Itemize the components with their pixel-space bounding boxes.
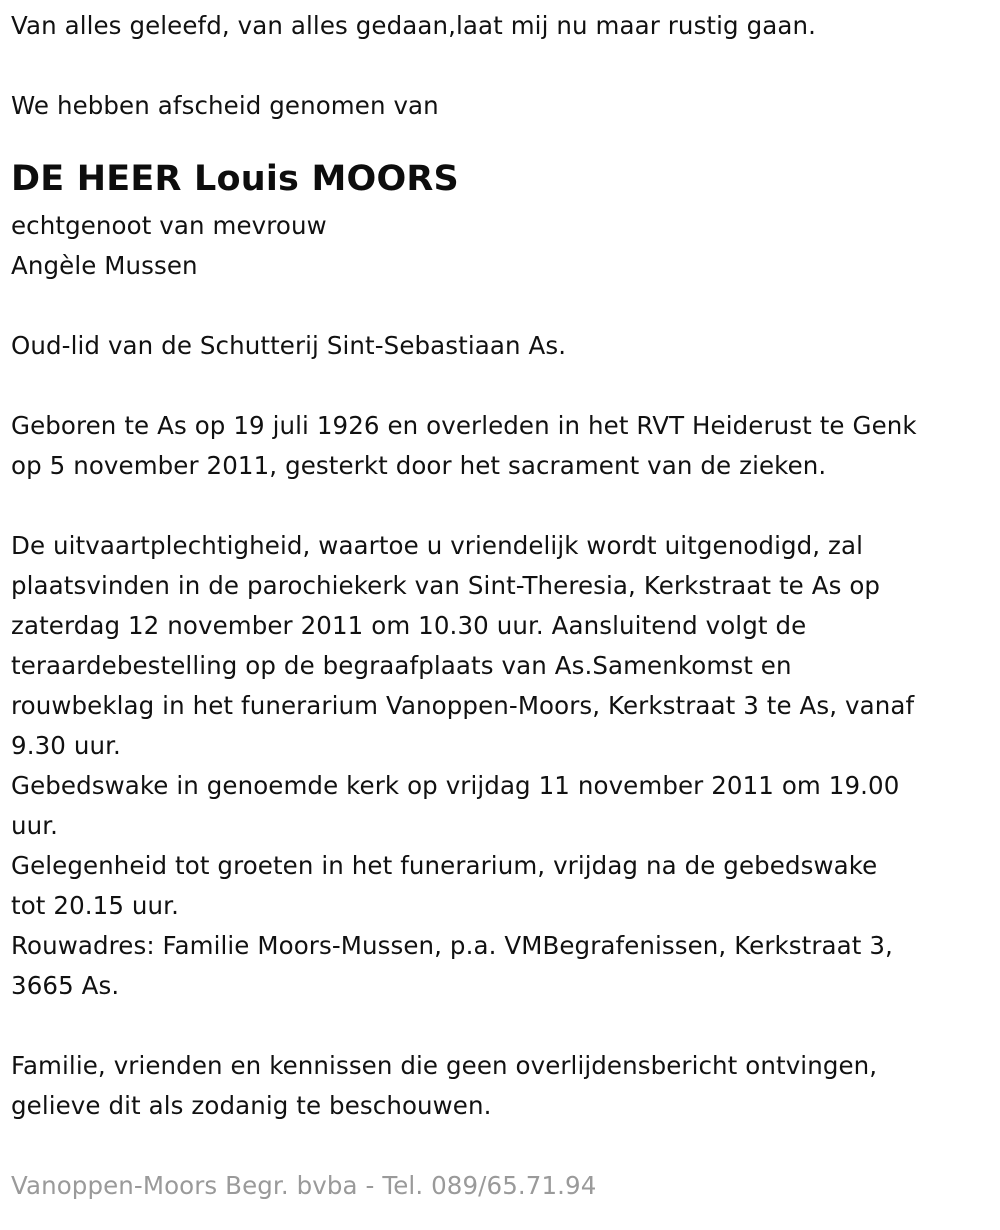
paragraph-line: gelieve dit als zodanig te beschouwen.	[11, 1091, 492, 1120]
spacer	[11, 486, 996, 526]
spouse-line-2: Angèle Mussen	[11, 251, 198, 280]
spacer	[11, 366, 996, 406]
membership-line: Oud-lid van de Schutterij Sint-Sebastiaan As.	[11, 331, 567, 360]
paragraph-line: uur.	[11, 811, 59, 840]
spacer	[11, 1006, 996, 1046]
spouse-line-1: echtgenoot van mevrouw	[11, 211, 327, 240]
opening-quote: Van alles geleefd, van alles gedaan,laat mij nu maar rustig gaan.	[11, 11, 816, 40]
paragraph-line: plaatsvinden in de parochiekerk van Sint-Theresia, Kerkstraat te As op	[11, 571, 881, 600]
closing-paragraph	[11, 1046, 996, 1126]
paragraph-line: rouwbeklag in het funerarium Vanoppen-Moors, Kerkstraat 3 te As, vanaf	[11, 691, 915, 720]
spacer	[11, 126, 996, 152]
intro-line: We hebben afscheid genomen van	[11, 91, 439, 120]
deceased-name: DE HEER Louis MOORS	[11, 159, 459, 199]
paragraph-line: Familie, vrienden en kennissen die geen overlijdensbericht ontvingen,	[11, 1051, 878, 1080]
paragraph-line: tot 20.15 uur.	[11, 891, 179, 920]
paragraph-line: Gelegenheid tot groeten in het funerarium, vrijdag na de gebedswake	[11, 851, 878, 880]
arrangements-paragraph	[11, 526, 996, 1006]
spacer	[11, 286, 996, 326]
birth-death-paragraph	[11, 406, 996, 486]
spacer	[11, 1126, 996, 1166]
paragraph-line: Rouwadres: Familie Moors-Mussen, p.a. VMBegrafenissen, Kerkstraat 3,	[11, 931, 893, 960]
paragraph-line: teraardebestelling op de begraafplaats van As.Samenkomst en	[11, 651, 792, 680]
paragraph-line: Geboren te As op 19 juli 1926 en overleden in het RVT Heiderust te Genk	[11, 411, 917, 440]
paragraph-line: 3665 As.	[11, 971, 120, 1000]
obituary-notice	[11, 6, 996, 1206]
paragraph-line: op 5 november 2011, gesterkt door het sacrament van de zieken.	[11, 451, 827, 480]
paragraph-line: De uitvaartplechtigheid, waartoe u vriendelijk wordt uitgenodigd, zal	[11, 531, 864, 560]
spacer	[11, 46, 996, 86]
funeral-home-footer: Vanoppen-Moors Begr. bvba - Tel. 089/65.71.94	[11, 1171, 597, 1200]
paragraph-line: 9.30 uur.	[11, 731, 121, 760]
paragraph-line: zaterdag 12 november 2011 om 10.30 uur. Aansluitend volgt de	[11, 611, 807, 640]
paragraph-line: Gebedswake in genoemde kerk op vrijdag 11 november 2011 om 19.00	[11, 771, 900, 800]
